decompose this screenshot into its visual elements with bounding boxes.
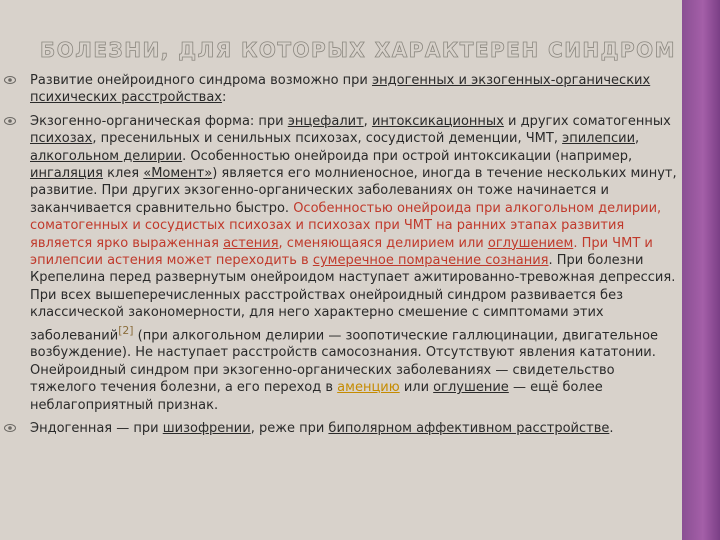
link-encephalitis[interactable]: энцефалит: [287, 113, 364, 129]
link-bipolar-disorder[interactable]: биполярном аффективном расстройстве: [328, 421, 610, 437]
link-psychoses[interactable]: психозах: [30, 131, 93, 147]
highlight-text: . При ЧМТ и эпилепсии астения может переходить в: [30, 235, 653, 269]
link-intoxication[interactable]: интоксикационных: [371, 113, 504, 129]
slide-title: БОЛЕЗНИ, ДЛЯ КОТОРЫХ ХАРАКТЕРЕН СИНДРОМ: [40, 38, 677, 62]
link-moment-glue[interactable]: «Момент»: [143, 166, 213, 182]
text: . Особенностью онейроида при острой интоксикации (например,: [182, 148, 633, 164]
bullet-eye-icon: [4, 115, 16, 127]
link-amentia[interactable]: аменцию: [337, 380, 400, 396]
text: , реже при: [250, 421, 329, 437]
bullet-item-2: [0, 113, 682, 414]
highlight-text: Особенностью онейроида при алкогольном делирии, соматогенных и сосудистых психозах и психозах при ЧМТ на ранних этапах развития является ярко выраженная: [30, 200, 662, 251]
text: (при алкогольном делирии — зоопотические галлюцинации, двигательное возбуждение). Не наступает расстройств самосознания. Отсутствуют явления кататонии. Онейроидный синдром при экзогенно-органических заболеваниях — свидетельство тяжелого течения болезни, а его переход в: [30, 328, 659, 396]
reference-link[interactable]: [2]: [118, 323, 134, 337]
text: Экзогенно-органическая форма: при: [30, 113, 288, 129]
text: и других соматогенных: [503, 113, 671, 129]
text: .: [609, 421, 614, 437]
link-twilight-state[interactable]: сумеречное помрачение сознания: [312, 253, 549, 269]
slide-content: [0, 72, 682, 443]
text: ,: [363, 113, 372, 129]
link-inhalation[interactable]: ингаляция: [30, 166, 103, 182]
bullet-item-3: [0, 420, 682, 437]
link-stupor[interactable]: оглушением: [487, 235, 574, 251]
link-schizophrenia[interactable]: шизофрении: [162, 421, 251, 437]
text: Развитие онейроидного синдрома возможно при: [30, 73, 373, 88]
text: клея: [103, 166, 144, 182]
text: или: [399, 380, 434, 396]
text: — ещё более неблагоприятный признак.: [30, 380, 603, 413]
link-alcohol-delirium[interactable]: алкогольном делирии: [30, 148, 183, 164]
text: :: [221, 90, 227, 106]
bullet-eye-icon: [4, 422, 16, 434]
link-epilepsy[interactable]: эпилепсии: [562, 131, 636, 147]
text: . При болезни Крепелина перед развернутым онейроидом наступает ажитированно-тревожная депрессия. При всех вышеперечисленных расстройствах онейроидный синдром развивается без классической закономерности, для него характерно смешение с симптомами этих заболеваний: [30, 253, 676, 344]
text: , пресенильных и сенильных психозах, сосудистой деменции, ЧМТ,: [92, 131, 563, 147]
bullet-eye-icon: [4, 74, 16, 86]
decorative-side-bar: [682, 0, 720, 540]
text: Эндогенная — при: [30, 421, 163, 437]
link-endogenous-exogenous[interactable]: эндогенных и экзогенных-органических психических расстройствах: [30, 73, 651, 106]
bullet-item-1: [0, 72, 682, 107]
text: ) является его молниеносное, иногда в течение нескольких минут, развитие. При других экзогенно-органических заболеваниях он тоже начинается и заканчивается сравнительно быстро.: [30, 166, 677, 216]
link-stupor-2[interactable]: оглушение: [433, 380, 509, 396]
link-asthenia[interactable]: астения: [223, 235, 279, 251]
highlight-text: , сменяющаяся делирием или: [278, 235, 488, 251]
text: ,: [635, 131, 640, 147]
